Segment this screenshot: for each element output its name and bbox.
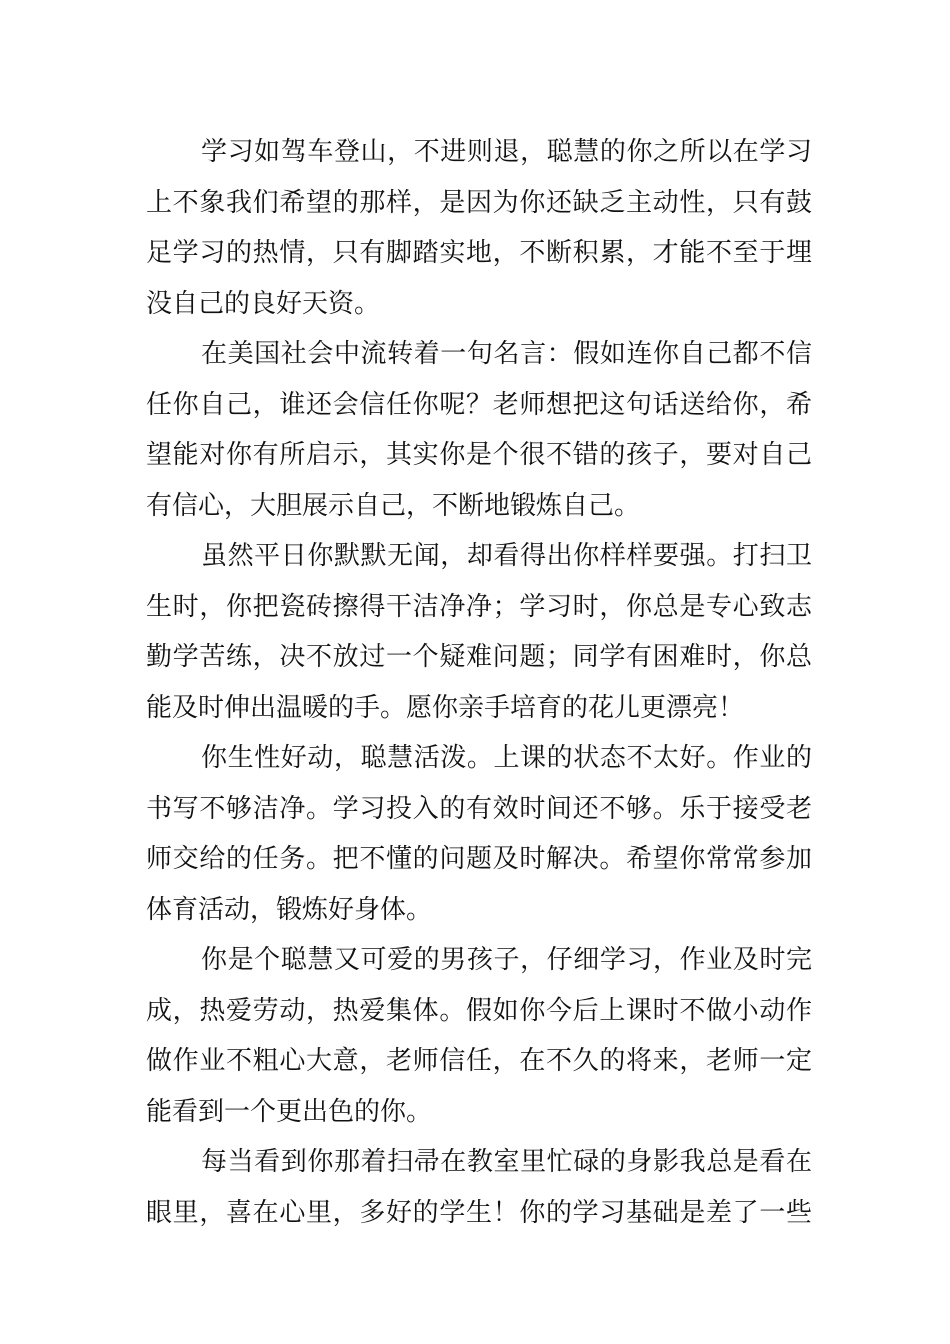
text-line: 上不象我们希望的那样，是因为你还缺乏主动性，只有鼓 [146,187,812,218]
text-line: 你生性好动，聪慧活泼。上课的状态不太好。作业的 [201,743,812,773]
text-line: 成，热爱劳动，热爱集体。假如你今后上课时不做小动作 [146,995,812,1026]
paragraph [146,127,812,329]
text-line: 生时，你把瓷砖擦得干洁净净；学习时，你总是专心致志 [146,591,812,622]
text-line: 勤学苦练，决不放过一个疑难问题；同学有困难时，你总 [146,642,812,672]
document-body [146,127,812,1238]
text-line: 虽然平日你默默无闻，却看得出你样样要强。打扫卫 [201,541,812,571]
text-line: 每当看到你那着扫帚在教室里忙碌的身影我总是看在 [201,1147,812,1177]
text-line: 能看到一个更出色的你。 [146,1096,433,1127]
text-line: 任你自己，谁还会信任你呢？老师想把这句话送给你，希 [146,389,812,420]
text-line: 体育活动，锻炼好身体。 [146,894,433,925]
text-line: 望能对你有所启示，其实你是个很不错的孩子，要对自己 [146,440,812,470]
text-line: 做作业不粗心大意，老师信任，在不久的将来，老师一定 [146,1046,812,1076]
text-line: 师交给的任务。把不懂的问题及时解决。希望你常常参加 [146,844,812,874]
paragraph [146,531,812,733]
text-line: 能及时伸出温暖的手。愿你亲手培育的花儿更漂亮！ [146,692,745,723]
paragraph [146,1137,812,1238]
text-line: 在美国社会中流转着一句名言：假如连你自己都不信 [201,339,812,369]
paragraph [146,329,812,531]
text-line: 学习如驾车登山，不进则退，聪慧的你之所以在学习 [201,137,812,167]
text-line: 你是个聪慧又可爱的男孩子，仔细学习，作业及时完 [201,945,812,975]
paragraph [146,935,812,1137]
paragraph [146,733,812,935]
text-line: 足学习的热情，只有脚踏实地，不断积累，才能不至于埋 [146,238,812,268]
text-line: 眼里，喜在心里，多好的学生！你的学习基础是差了一些 [146,1197,812,1228]
text-line: 书写不够洁净。学习投入的有效时间还不够。乐于接受老 [146,793,812,824]
text-line: 没自己的良好天资。 [146,288,381,319]
text-line: 有信心，大胆展示自己，不断地锻炼自己。 [146,490,641,521]
